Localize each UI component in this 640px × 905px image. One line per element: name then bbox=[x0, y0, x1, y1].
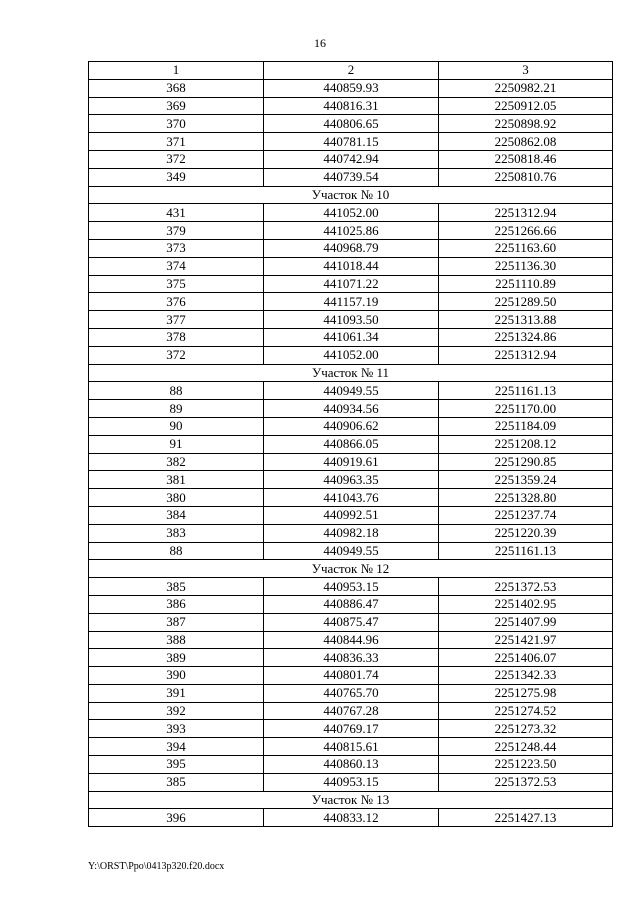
x-coordinate-cell: 440906.62 bbox=[264, 417, 439, 435]
point-number-cell: 385 bbox=[89, 773, 264, 791]
table-row bbox=[89, 489, 613, 507]
x-coordinate-cell: 441025.86 bbox=[264, 222, 439, 240]
point-number-cell: 371 bbox=[89, 133, 264, 151]
table-row bbox=[89, 328, 613, 346]
table-row bbox=[89, 809, 613, 827]
y-coordinate-cell: 2250982.21 bbox=[439, 79, 613, 97]
point-number-cell: 392 bbox=[89, 702, 264, 720]
point-number-cell: 391 bbox=[89, 684, 264, 702]
section-header-row bbox=[89, 560, 613, 578]
section-title: Участок № 11 bbox=[89, 364, 613, 382]
footer-file-path: Y:\ORST\Ppo\0413p320.f20.docx bbox=[88, 861, 225, 872]
y-coordinate-cell: 2250898.92 bbox=[439, 115, 613, 133]
point-number-cell: 349 bbox=[89, 168, 264, 186]
point-number-cell: 385 bbox=[89, 578, 264, 596]
x-coordinate-cell: 440992.51 bbox=[264, 506, 439, 524]
x-coordinate-cell: 440833.12 bbox=[264, 809, 439, 827]
x-coordinate-cell: 440968.79 bbox=[264, 239, 439, 257]
table-row bbox=[89, 649, 613, 667]
y-coordinate-cell: 2251223.50 bbox=[439, 756, 613, 774]
y-coordinate-cell: 2251290.85 bbox=[439, 453, 613, 471]
table-header-row bbox=[89, 62, 613, 80]
x-coordinate-cell: 440953.15 bbox=[264, 773, 439, 791]
y-coordinate-cell: 2251342.33 bbox=[439, 667, 613, 685]
x-coordinate-cell: 440963.35 bbox=[264, 471, 439, 489]
x-coordinate-cell: 440875.47 bbox=[264, 613, 439, 631]
table-row bbox=[89, 613, 613, 631]
point-number-cell: 369 bbox=[89, 97, 264, 115]
point-number-cell: 390 bbox=[89, 667, 264, 685]
x-coordinate-cell: 440836.33 bbox=[264, 649, 439, 667]
point-number-cell: 91 bbox=[89, 435, 264, 453]
point-number-cell: 388 bbox=[89, 631, 264, 649]
y-coordinate-cell: 2251163.60 bbox=[439, 239, 613, 257]
y-coordinate-cell: 2251275.98 bbox=[439, 684, 613, 702]
x-coordinate-cell: 440742.94 bbox=[264, 150, 439, 168]
point-number-cell: 372 bbox=[89, 150, 264, 168]
y-coordinate-cell: 2251313.88 bbox=[439, 311, 613, 329]
y-coordinate-cell: 2251312.94 bbox=[439, 204, 613, 222]
x-coordinate-cell: 441018.44 bbox=[264, 257, 439, 275]
point-number-cell: 373 bbox=[89, 239, 264, 257]
table-row bbox=[89, 453, 613, 471]
column-header-3: 3 bbox=[439, 62, 613, 80]
x-coordinate-cell: 440860.13 bbox=[264, 756, 439, 774]
y-coordinate-cell: 2251248.44 bbox=[439, 738, 613, 756]
point-number-cell: 389 bbox=[89, 649, 264, 667]
y-coordinate-cell: 2251161.13 bbox=[439, 542, 613, 560]
table-row bbox=[89, 168, 613, 186]
section-header-row bbox=[89, 364, 613, 382]
table-row bbox=[89, 97, 613, 115]
point-number-cell: 393 bbox=[89, 720, 264, 738]
x-coordinate-cell: 440982.18 bbox=[264, 524, 439, 542]
x-coordinate-cell: 440739.54 bbox=[264, 168, 439, 186]
y-coordinate-cell: 2251359.24 bbox=[439, 471, 613, 489]
y-coordinate-cell: 2251136.30 bbox=[439, 257, 613, 275]
y-coordinate-cell: 2251312.94 bbox=[439, 346, 613, 364]
section-title: Участок № 13 bbox=[89, 791, 613, 809]
table-row bbox=[89, 239, 613, 257]
y-coordinate-cell: 2250912.05 bbox=[439, 97, 613, 115]
table-row bbox=[89, 150, 613, 168]
x-coordinate-cell: 440781.15 bbox=[264, 133, 439, 151]
y-coordinate-cell: 2251324.86 bbox=[439, 328, 613, 346]
y-coordinate-cell: 2251161.13 bbox=[439, 382, 613, 400]
table-row bbox=[89, 524, 613, 542]
point-number-cell: 88 bbox=[89, 382, 264, 400]
point-number-cell: 90 bbox=[89, 417, 264, 435]
x-coordinate-cell: 441061.34 bbox=[264, 328, 439, 346]
table-row bbox=[89, 222, 613, 240]
y-coordinate-cell: 2251372.53 bbox=[439, 773, 613, 791]
y-coordinate-cell: 2251266.66 bbox=[439, 222, 613, 240]
x-coordinate-cell: 441093.50 bbox=[264, 311, 439, 329]
x-coordinate-cell: 440949.55 bbox=[264, 542, 439, 560]
y-coordinate-cell: 2251427.13 bbox=[439, 809, 613, 827]
x-coordinate-cell: 441071.22 bbox=[264, 275, 439, 293]
y-coordinate-cell: 2250862.08 bbox=[439, 133, 613, 151]
y-coordinate-cell: 2251110.89 bbox=[439, 275, 613, 293]
table-row bbox=[89, 702, 613, 720]
point-number-cell: 368 bbox=[89, 79, 264, 97]
x-coordinate-cell: 440815.61 bbox=[264, 738, 439, 756]
coordinates-table bbox=[88, 61, 613, 827]
table-row bbox=[89, 578, 613, 596]
table-row bbox=[89, 311, 613, 329]
page-number: 16 bbox=[314, 36, 326, 50]
table-row bbox=[89, 506, 613, 524]
x-coordinate-cell: 440934.56 bbox=[264, 400, 439, 418]
y-coordinate-cell: 2251407.99 bbox=[439, 613, 613, 631]
x-coordinate-cell: 440769.17 bbox=[264, 720, 439, 738]
y-coordinate-cell: 2251402.95 bbox=[439, 595, 613, 613]
table-row bbox=[89, 684, 613, 702]
table-row bbox=[89, 667, 613, 685]
table-row bbox=[89, 720, 613, 738]
table-row bbox=[89, 435, 613, 453]
table-row bbox=[89, 773, 613, 791]
point-number-cell: 376 bbox=[89, 293, 264, 311]
column-header-1: 1 bbox=[89, 62, 264, 80]
table-row bbox=[89, 79, 613, 97]
x-coordinate-cell: 441052.00 bbox=[264, 204, 439, 222]
y-coordinate-cell: 2251421.97 bbox=[439, 631, 613, 649]
y-coordinate-cell: 2251274.52 bbox=[439, 702, 613, 720]
table-row bbox=[89, 115, 613, 133]
section-header-row bbox=[89, 186, 613, 204]
table-row bbox=[89, 293, 613, 311]
point-number-cell: 377 bbox=[89, 311, 264, 329]
y-coordinate-cell: 2251184.09 bbox=[439, 417, 613, 435]
y-coordinate-cell: 2251289.50 bbox=[439, 293, 613, 311]
table-row bbox=[89, 542, 613, 560]
y-coordinate-cell: 2250810.76 bbox=[439, 168, 613, 186]
point-number-cell: 384 bbox=[89, 506, 264, 524]
point-number-cell: 88 bbox=[89, 542, 264, 560]
table-row bbox=[89, 204, 613, 222]
point-number-cell: 382 bbox=[89, 453, 264, 471]
table-row bbox=[89, 471, 613, 489]
table-row bbox=[89, 417, 613, 435]
point-number-cell: 386 bbox=[89, 595, 264, 613]
x-coordinate-cell: 440806.65 bbox=[264, 115, 439, 133]
x-coordinate-cell: 440886.47 bbox=[264, 595, 439, 613]
point-number-cell: 381 bbox=[89, 471, 264, 489]
x-coordinate-cell: 441157.19 bbox=[264, 293, 439, 311]
table-row bbox=[89, 400, 613, 418]
y-coordinate-cell: 2251170.00 bbox=[439, 400, 613, 418]
point-number-cell: 370 bbox=[89, 115, 264, 133]
y-coordinate-cell: 2251406.07 bbox=[439, 649, 613, 667]
y-coordinate-cell: 2251208.12 bbox=[439, 435, 613, 453]
x-coordinate-cell: 440801.74 bbox=[264, 667, 439, 685]
point-number-cell: 372 bbox=[89, 346, 264, 364]
y-coordinate-cell: 2251237.74 bbox=[439, 506, 613, 524]
point-number-cell: 394 bbox=[89, 738, 264, 756]
table-row bbox=[89, 275, 613, 293]
x-coordinate-cell: 440866.05 bbox=[264, 435, 439, 453]
x-coordinate-cell: 441052.00 bbox=[264, 346, 439, 364]
point-number-cell: 89 bbox=[89, 400, 264, 418]
section-title: Участок № 10 bbox=[89, 186, 613, 204]
y-coordinate-cell: 2251372.53 bbox=[439, 578, 613, 596]
table-row bbox=[89, 257, 613, 275]
point-number-cell: 396 bbox=[89, 809, 264, 827]
x-coordinate-cell: 441043.76 bbox=[264, 489, 439, 507]
x-coordinate-cell: 440953.15 bbox=[264, 578, 439, 596]
y-coordinate-cell: 2251273.32 bbox=[439, 720, 613, 738]
y-coordinate-cell: 2251220.39 bbox=[439, 524, 613, 542]
x-coordinate-cell: 440816.31 bbox=[264, 97, 439, 115]
section-header-row bbox=[89, 791, 613, 809]
point-number-cell: 378 bbox=[89, 328, 264, 346]
x-coordinate-cell: 440765.70 bbox=[264, 684, 439, 702]
y-coordinate-cell: 2251328.80 bbox=[439, 489, 613, 507]
table-row bbox=[89, 738, 613, 756]
x-coordinate-cell: 440844.96 bbox=[264, 631, 439, 649]
table-row bbox=[89, 631, 613, 649]
table-row bbox=[89, 382, 613, 400]
x-coordinate-cell: 440949.55 bbox=[264, 382, 439, 400]
point-number-cell: 380 bbox=[89, 489, 264, 507]
point-number-cell: 395 bbox=[89, 756, 264, 774]
point-number-cell: 387 bbox=[89, 613, 264, 631]
column-header-2: 2 bbox=[264, 62, 439, 80]
table-row bbox=[89, 346, 613, 364]
x-coordinate-cell: 440767.28 bbox=[264, 702, 439, 720]
point-number-cell: 431 bbox=[89, 204, 264, 222]
table-row bbox=[89, 595, 613, 613]
point-number-cell: 383 bbox=[89, 524, 264, 542]
y-coordinate-cell: 2250818.46 bbox=[439, 150, 613, 168]
table-row bbox=[89, 756, 613, 774]
point-number-cell: 375 bbox=[89, 275, 264, 293]
x-coordinate-cell: 440859.93 bbox=[264, 79, 439, 97]
section-title: Участок № 12 bbox=[89, 560, 613, 578]
point-number-cell: 379 bbox=[89, 222, 264, 240]
table-body bbox=[89, 79, 613, 826]
x-coordinate-cell: 440919.61 bbox=[264, 453, 439, 471]
table-row bbox=[89, 133, 613, 151]
point-number-cell: 374 bbox=[89, 257, 264, 275]
